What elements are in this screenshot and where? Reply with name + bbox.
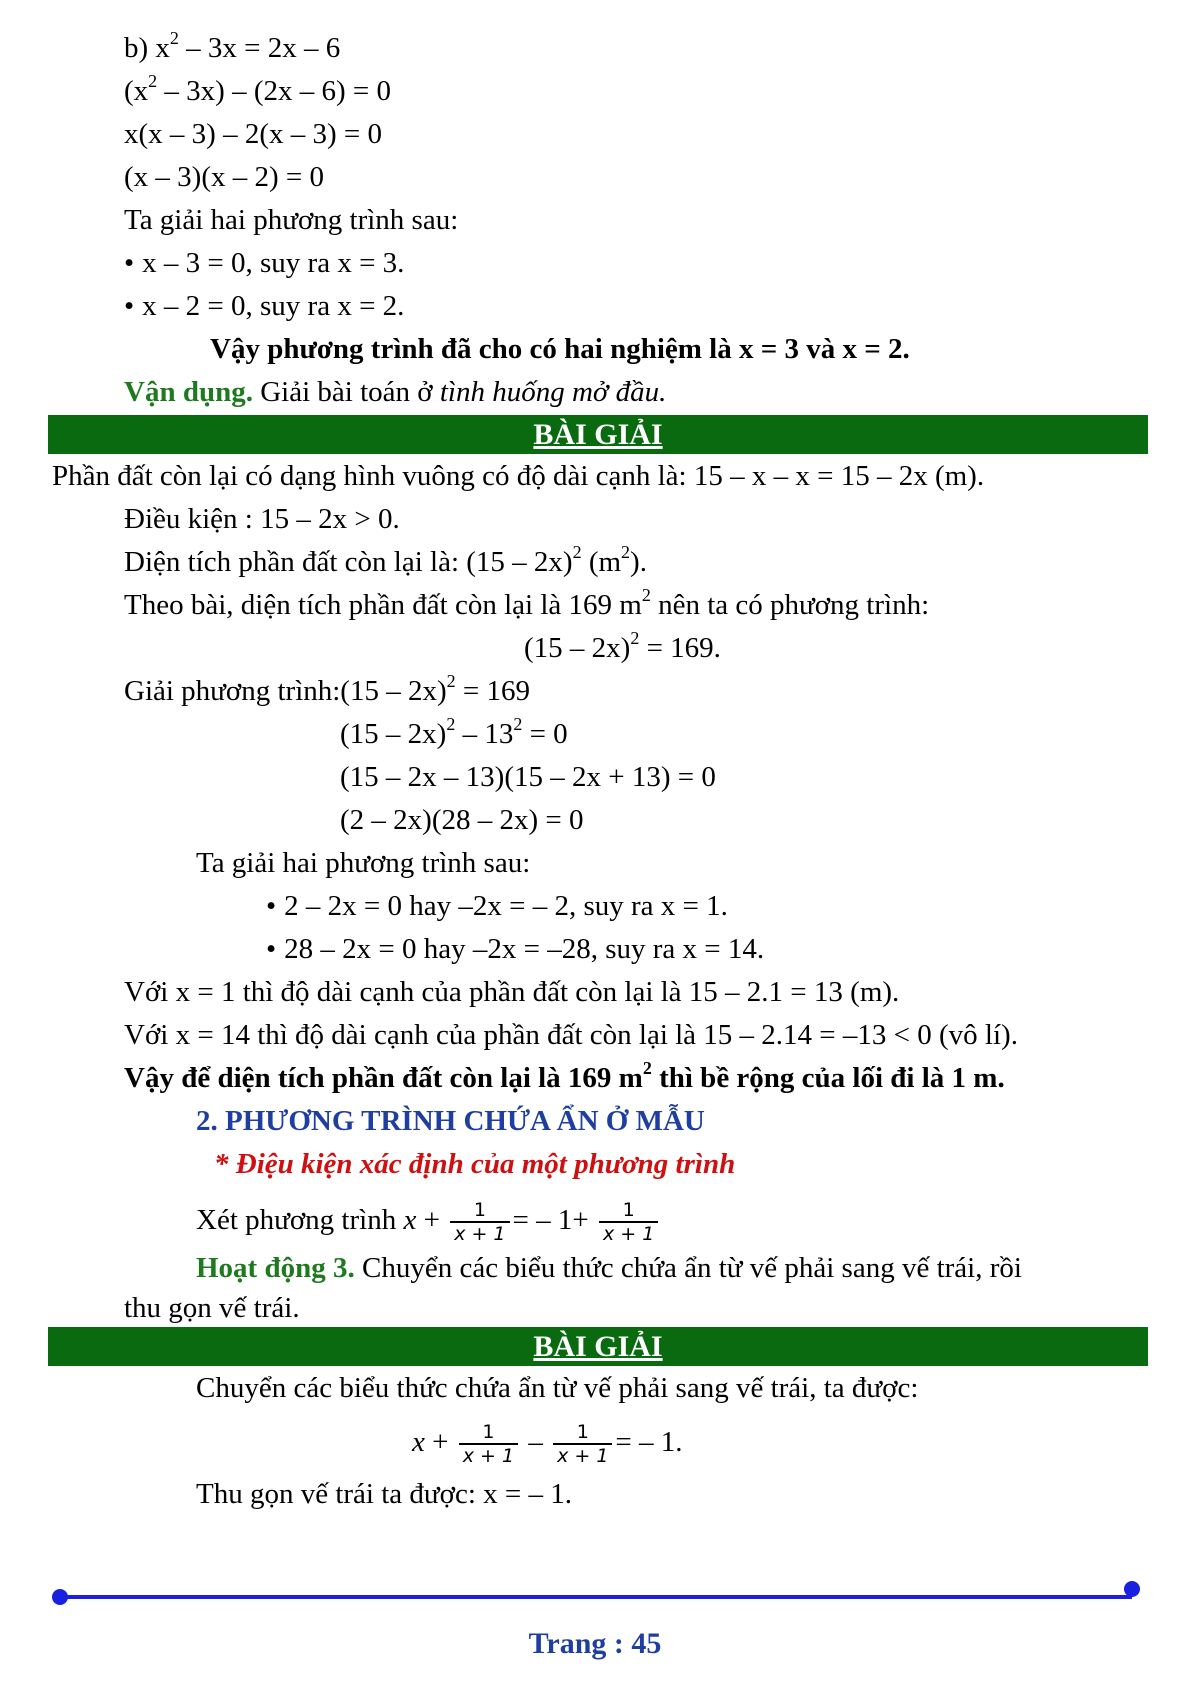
text-line: Diện tích phần đất còn lại là: (15 – 2x)$^2$ $(m^2)$.	[124, 542, 647, 578]
page-number: Trang : 45	[528, 1627, 662, 1660]
equation: x + $\frac{1}{x + 1}$ – $\frac{1}{x + 1}$ = – 1.	[412, 1421, 683, 1468]
eq-line-1: b) $x^2 - 3x = 2x - 6$	[124, 28, 341, 64]
fraction: $\frac{1}{x + 1}$	[599, 1199, 658, 1245]
text-line: thu gọn vế trái.	[124, 1292, 300, 1324]
rule-dot-left	[52, 1589, 68, 1605]
text-line: Với x = 14 thì độ dài cạnh của phần đất còn lại là 15 – 2.14 = –13 < 0 (vô lí).	[124, 1019, 1018, 1051]
bullet-item: • x – 3 = 0, suy ra x = 3.	[124, 247, 405, 279]
conclusion: Vậy để diện tích phần đất còn lại là 169 $m^2$ thì bề rộng của lối đi là 1 m.	[124, 1058, 1005, 1094]
eq-line-3: x(x – 3) – 2(x – 3) = 0	[124, 118, 382, 150]
bullet-item: • 2 – 2x = 0 hay –2x = – 2, suy ra x = 1.	[266, 890, 728, 922]
text-line: Với x = 1 thì độ dài cạnh của phần đất còn lại là 15 – 2.1 = 13 (m).	[124, 976, 900, 1008]
equation: (15 – 2x – 13)(15 – 2x + 13) = 0	[340, 761, 716, 793]
fraction: $\frac{1}{x + 1}$	[459, 1421, 518, 1467]
text-line: Ta giải hai phương trình sau:	[196, 847, 531, 879]
section-banner: BÀI GIẢI	[48, 415, 1148, 454]
equation: Xét phương trình x + $\frac{1}{x + 1}$ = – 1+ $\frac{1}{x + 1}$	[196, 1194, 661, 1246]
conclusion: Vậy phương trình đã cho có hai nghiệm là x = 3 và x = 2.	[210, 333, 910, 365]
activity-line: Hoạt động 3. Chuyển các biểu thức chứa ẩn từ vế phải sang vế trái, rồi	[196, 1252, 1022, 1284]
equation: $(15 - 2x)^2 - 13^2 = 0$	[340, 714, 568, 750]
text-line: Phần đất còn lại có dạng hình vuông có độ dài cạnh là: 15 – x – x = 15 – 2x (m).	[52, 460, 985, 492]
eq-line-4: (x – 3)(x – 2) = 0	[124, 161, 324, 193]
eq-line-2: $(x^2 - 3x) - (2x - 6) = 0$	[124, 71, 391, 107]
section-banner: BÀI GIẢI	[48, 1327, 1148, 1366]
text-line: Ta giải hai phương trình sau:	[124, 204, 459, 236]
text-line: Thu gọn vế trái ta được: x = – 1.	[196, 1478, 572, 1510]
footer-rule	[60, 1595, 1132, 1599]
equation: (2 – 2x)(28 – 2x) = 0	[340, 804, 584, 836]
text-line: Theo bài, diện tích phần đất còn lại là 169 $m^2$ nên ta có phương trình:	[124, 585, 930, 621]
text-line: Chuyển các biểu thức chứa ẩn từ vế phải sang vế trái, ta được:	[196, 1372, 919, 1404]
van-dung-line: Vận dụng. Giải bài toán ở tình huống mở đầu.	[124, 376, 667, 408]
bullet-item: • x – 2 = 0, suy ra x = 2.	[124, 290, 405, 322]
rule-dot-right	[1124, 1581, 1140, 1597]
subheading: * Điệu kiện xác định của một phương trình	[214, 1148, 736, 1180]
section-heading: 2. PHƯƠNG TRÌNH CHỨA ẨN Ở MẪU	[196, 1105, 705, 1137]
equation: (15 – 2x)$^2$ = 169.	[524, 628, 721, 664]
fraction: $\frac{1}{x + 1}$	[450, 1199, 509, 1245]
bullet-item: • 28 – 2x = 0 hay –2x = –28, suy ra x = 14.	[266, 933, 765, 965]
text-line: Giải phương trình:(15 – 2x)$^2$ = 169	[124, 671, 530, 707]
text-line: Điều kiện : 15 – 2x > 0.	[124, 503, 400, 535]
fraction: $\frac{1}{x + 1}$	[553, 1421, 612, 1467]
